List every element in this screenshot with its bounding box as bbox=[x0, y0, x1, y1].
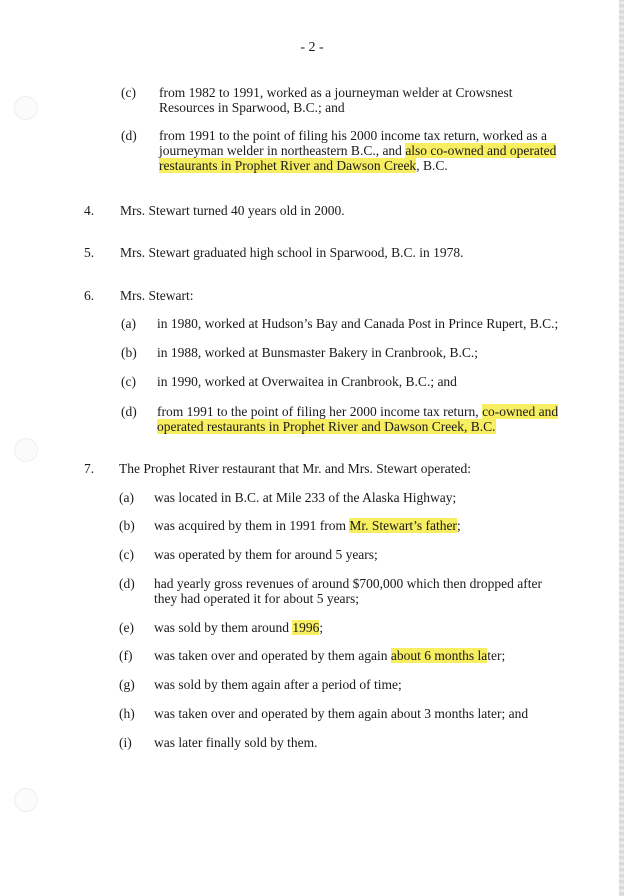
text-run: journeyman welder in northeastern B.C., and bbox=[159, 143, 406, 158]
item-label: (d) bbox=[121, 128, 137, 143]
text-line: from 1982 to 1991, worked as a journeyman welder at Crowsnest bbox=[159, 85, 513, 100]
highlighted-text: restaurants in Prophet River and Dawson Creek bbox=[159, 158, 417, 173]
highlighted-text: Mr. Stewart’s father bbox=[349, 518, 457, 533]
text-line: Resources in Sparwood, B.C.; and bbox=[159, 100, 345, 115]
item-text: was sold by them again after a period of time; bbox=[154, 677, 402, 692]
para6-d-text bbox=[157, 404, 558, 434]
item-label: (f) bbox=[119, 648, 133, 663]
item-label: (b) bbox=[121, 345, 137, 360]
paragraph-text: The Prophet River restaurant that Mr. and Mrs. Stewart operated: bbox=[119, 461, 472, 476]
text-run: was sold by them around bbox=[154, 620, 293, 635]
text-line bbox=[157, 404, 558, 419]
item-text: was located in B.C. at Mile 233 of the Alaska Highway; bbox=[154, 490, 457, 505]
text-run: , B.C. bbox=[416, 158, 448, 173]
paragraph-text: Mrs. Stewart: bbox=[120, 288, 194, 303]
highlighted-text: co-owned and bbox=[482, 404, 559, 419]
punch-hole-mark bbox=[14, 96, 38, 120]
text-line: from 1991 to the point of filing his 2000 income tax return, worked as a bbox=[159, 128, 548, 143]
highlighted-text: operated restaurants in Prophet River and Dawson Creek, B.C. bbox=[157, 419, 496, 434]
paragraph-number: 5. bbox=[84, 245, 95, 260]
para3-d-text bbox=[159, 128, 556, 173]
item-text bbox=[154, 620, 323, 635]
item-label: (h) bbox=[119, 706, 135, 721]
punch-hole-mark bbox=[14, 788, 38, 812]
item-label: (d) bbox=[119, 576, 135, 591]
item-label: (c) bbox=[121, 85, 136, 100]
para3-c-text bbox=[159, 85, 513, 115]
paragraph-number: 7. bbox=[84, 461, 95, 476]
highlighted-text: about 6 months la bbox=[390, 648, 488, 663]
item-text: was taken over and operated by them again about 3 months later; and bbox=[154, 706, 529, 721]
para7-d-text bbox=[154, 576, 542, 606]
item-text: in 1990, worked at Overwaitea in Cranbrook, B.C.; and bbox=[157, 374, 457, 389]
paragraph-text: Mrs. Stewart graduated high school in Sparwood, B.C. in 1978. bbox=[120, 245, 464, 260]
item-label: (c) bbox=[121, 374, 136, 389]
item-text bbox=[154, 648, 505, 663]
paragraph-number: 6. bbox=[84, 288, 95, 303]
text-run: from 1991 to the point of filing her 2000 income tax return, bbox=[157, 404, 483, 419]
text-run: ; bbox=[456, 518, 461, 533]
item-text: was later finally sold by them. bbox=[154, 735, 318, 750]
page-number: - 2 - bbox=[300, 40, 324, 55]
text-run: ter; bbox=[487, 648, 506, 663]
text-line: had yearly gross revenues of around $700,000 which then dropped after bbox=[154, 576, 543, 591]
item-label: (d) bbox=[121, 404, 137, 419]
paragraph-number: 4. bbox=[84, 203, 95, 218]
text-line bbox=[159, 158, 556, 173]
item-label: (a) bbox=[121, 316, 136, 331]
text-run: was taken over and operated by them again bbox=[154, 648, 391, 663]
text-line bbox=[157, 419, 558, 434]
item-label: (b) bbox=[119, 518, 135, 533]
paragraph-text: Mrs. Stewart turned 40 years old in 2000. bbox=[120, 203, 345, 218]
item-text bbox=[154, 518, 461, 533]
page-edge bbox=[619, 0, 624, 896]
item-text: in 1988, worked at Bunsmaster Bakery in Cranbrook, B.C.; bbox=[157, 345, 478, 360]
item-text: was operated by them for around 5 years; bbox=[154, 547, 378, 562]
highlighted-text: 1996 bbox=[292, 620, 320, 635]
item-label: (a) bbox=[119, 490, 134, 505]
item-label: (g) bbox=[119, 677, 135, 692]
item-text: in 1980, worked at Hudson’s Bay and Canada Post in Prince Rupert, B.C.; bbox=[157, 316, 559, 331]
text-line bbox=[159, 143, 556, 158]
punch-hole-mark bbox=[14, 438, 38, 462]
highlighted-text: also co-owned and operated bbox=[405, 143, 557, 158]
item-label: (e) bbox=[119, 620, 134, 635]
text-run: was acquired by them in 1991 from bbox=[154, 518, 350, 533]
text-line: they had operated it for about 5 years; bbox=[154, 591, 360, 606]
item-label: (i) bbox=[119, 735, 132, 750]
item-label: (c) bbox=[119, 547, 134, 562]
text-run: ; bbox=[319, 620, 324, 635]
